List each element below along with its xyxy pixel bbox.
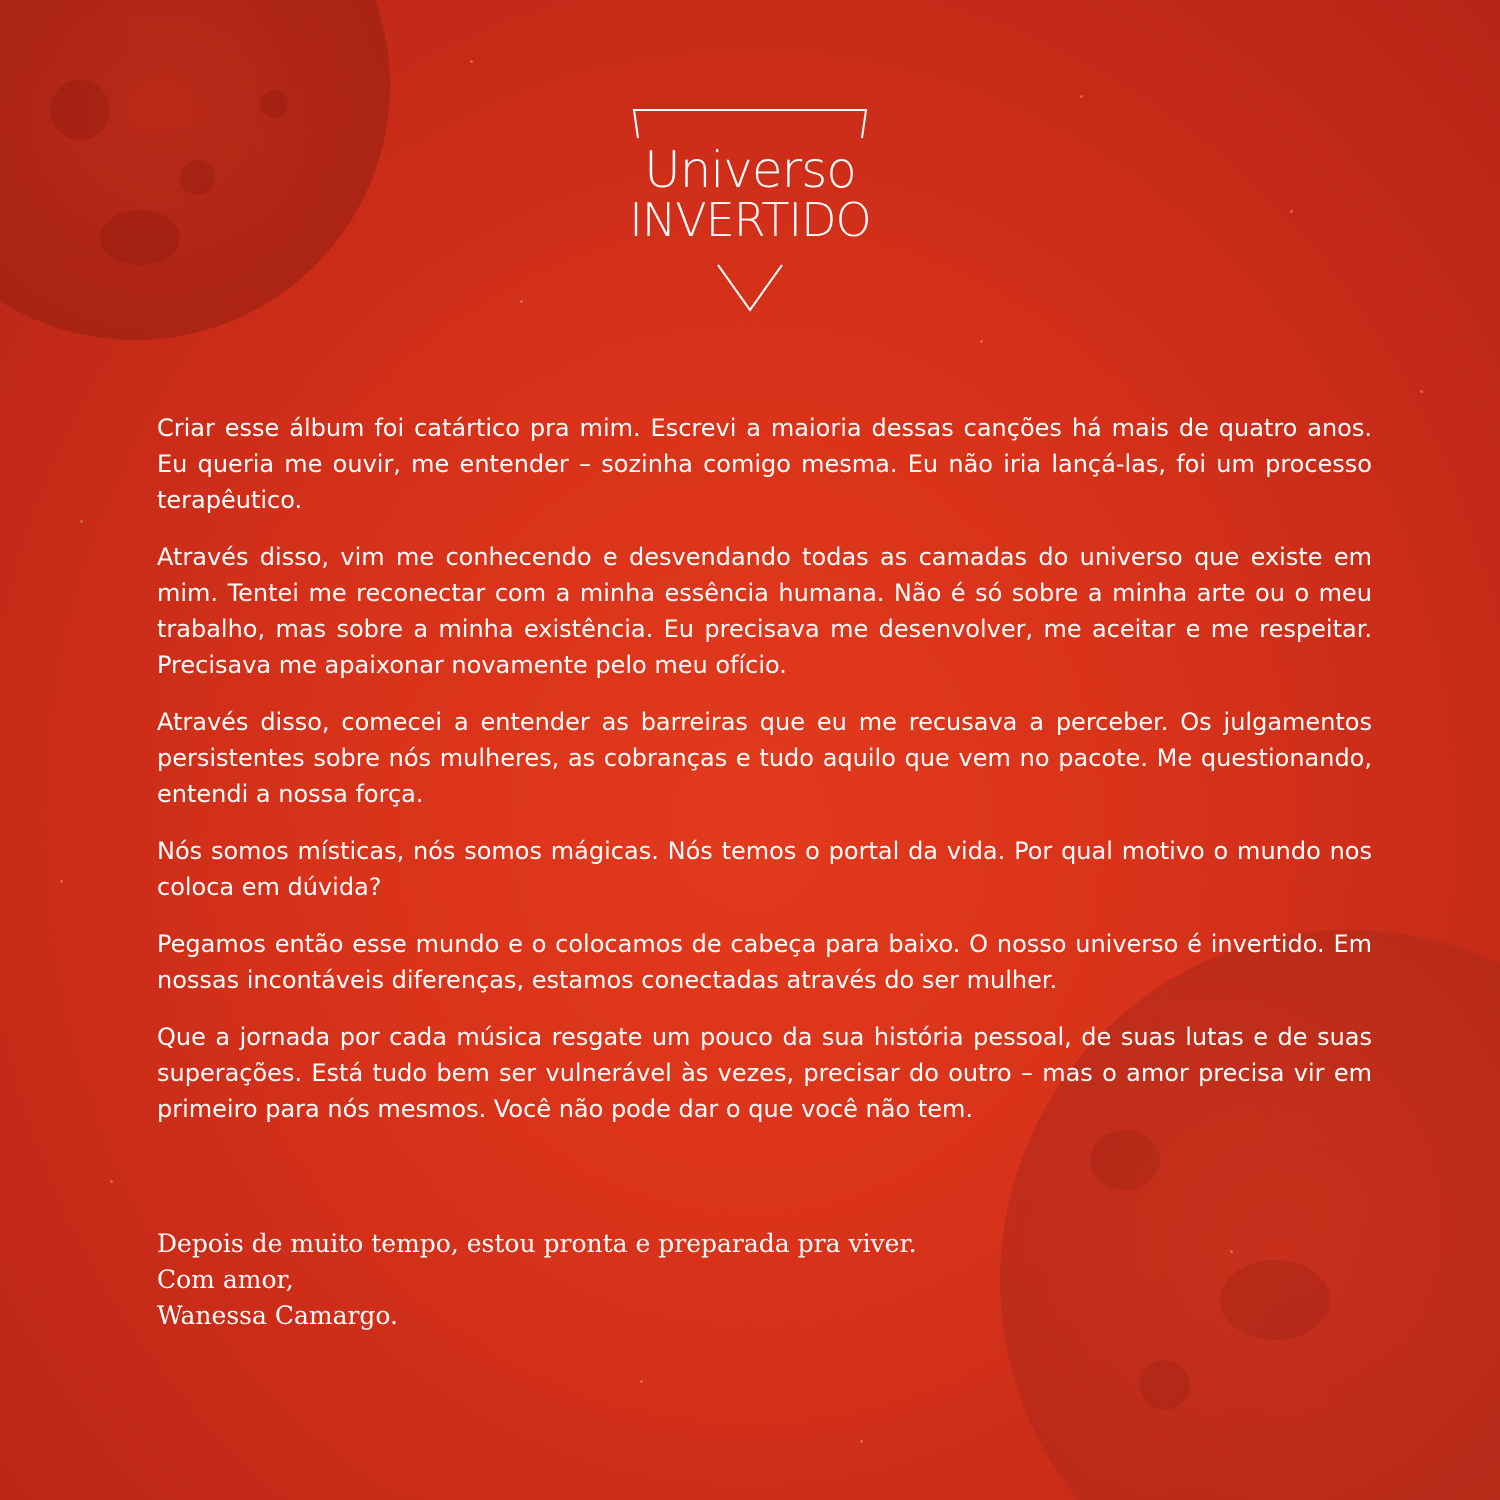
star-speck <box>470 60 473 63</box>
crater <box>1220 1260 1330 1340</box>
planet-top-left <box>0 0 390 340</box>
logo-title-line2: INVERTIDO <box>629 193 871 247</box>
star-speck <box>60 880 63 883</box>
letter-paragraph: Que a jornada por cada música resgate um pouco da sua história pessoal, de suas lutas e de suas superações. Está tudo bem ser vulnerável às vezes, precisar do outro – mas o amor precisa vir em primeiro para nós mesmos. Você não pode dar o que você não tem. <box>157 1023 1372 1123</box>
letter-paragraph: Através disso, vim me conhecendo e desvendando todas as camadas do universo que existe em mim. Tentei me reconectar com a minha essência humana. Não é só sobre a minha arte ou o meu trabalho, mas sobre a minha existência. Eu precisava me desenvolver, me aceitar e me respeitar. Precisava me apaixonar novamente pelo meu ofício. <box>157 543 1372 679</box>
album-logo <box>600 100 900 315</box>
signoff-line: Depois de muito tempo, estou pronta e preparada pra viver. <box>157 1229 917 1258</box>
letter-paragraph: Criar esse álbum foi catártico pra mim. Escrevi a maioria dessas canções há mais de quatro anos. Eu queria me ouvir, me entender – sozinha comigo mesma. Eu não iria lançá-las, foi um processo terapêutico. <box>157 414 1372 514</box>
letter-paragraph: Através disso, comecei a entender as barreiras que eu me recusava a perceber. Os julgamentos persistentes sobre nós mulheres, as cobranças e tudo aquilo que vem no pacote. Me questionando, entendi a nossa força. <box>157 708 1372 808</box>
star-speck <box>980 340 983 343</box>
crater <box>50 80 110 140</box>
star-speck <box>1420 390 1423 393</box>
letter-body <box>157 410 1372 1148</box>
star-speck <box>640 1380 643 1383</box>
crater <box>1140 1360 1190 1410</box>
star-speck <box>80 520 83 523</box>
crater <box>180 160 215 195</box>
signoff-closing: Com amor, <box>157 1265 294 1294</box>
letter-paragraph: Pegamos então esse mundo e o colocamos de cabeça para baixo. O nosso universo é invertido. Em nossas incontáveis diferenças, estamos conectadas através do ser mulher. <box>157 930 1372 994</box>
letter-paragraph: Nós somos místicas, nós somos mágicas. Nós temos o portal da vida. Por qual motivo o mundo nos coloca em dúvida? <box>157 837 1372 901</box>
signature-name: Wanessa Camargo. <box>157 1301 398 1330</box>
star-speck <box>860 1440 863 1443</box>
logo-title-line1: Universo <box>644 141 856 199</box>
crater <box>100 210 180 265</box>
signoff <box>157 1226 1157 1334</box>
star-speck <box>1080 95 1083 98</box>
crater <box>260 90 288 118</box>
star-speck <box>1230 1250 1233 1253</box>
star-speck <box>110 1180 113 1183</box>
star-speck <box>520 300 523 303</box>
star-speck <box>1290 210 1293 213</box>
